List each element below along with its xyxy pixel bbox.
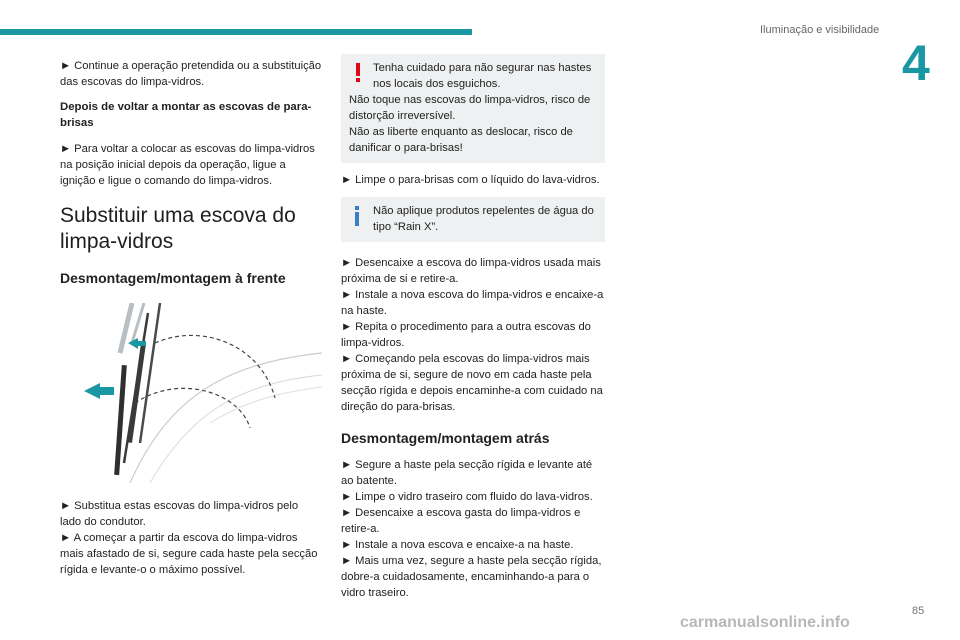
- header-accent-bar: [0, 29, 472, 35]
- paragraph: ► Substitua estas escovas do limpa-vidros pelo lado do condutor.: [60, 500, 299, 528]
- paragraph: ► Para voltar a colocar as escovas do limpa-vidros na posição inicial depois da operação, ligue a ignição e ligue o comando do limpa-vidros.: [60, 143, 315, 187]
- arrow-icon: [84, 383, 114, 399]
- step: ► Limpe o vidro traseiro com fluido do lava-vidros.: [341, 491, 593, 503]
- paragraph: ► Limpe o para-brisas com o líquido do lava-vidros.: [341, 174, 600, 186]
- section-title: Iluminação e visibilidade: [760, 24, 880, 36]
- info-icon: [351, 205, 363, 227]
- watermark: carmanualsonline.info: [680, 614, 850, 631]
- step: ► Começando pela escovas do limpa-vidros mais próxima de si, segure de novo em cada haste pela secção rígida e depois encaminhe-a com cuidado na direção do para-brisas.: [341, 353, 603, 413]
- step: ► Desencaixe a escova gasta do limpa-vidros e retire-a.: [341, 507, 581, 535]
- subsection-heading: Desmontagem/montagem atrás: [341, 430, 550, 446]
- step: ► Instale a nova escova e encaixe-a na haste.: [341, 539, 574, 551]
- step: ► Mais uma vez, segure a haste pela secção rígida, dobre-a cuidadosamente, encaminhando-a para o vidro traseiro.: [341, 555, 602, 599]
- subsection-heading: Desmontagem/montagem à frente: [60, 270, 286, 286]
- info-box: [341, 197, 605, 242]
- warning-line: Não toque nas escovas do limpa-vidros, risco de distorção irreversível.: [349, 94, 591, 122]
- info-text: Não aplique produtos repelentes de água do tipo “Rain X”.: [373, 205, 594, 233]
- warning-icon: [350, 62, 366, 84]
- page-number: 85: [912, 605, 925, 617]
- warning-box: [341, 54, 605, 163]
- warning-line: Não as liberte enquanto as deslocar, risco de danificar o para-brisas!: [349, 126, 573, 154]
- step: ► Instale a nova escova do limpa-vidros e encaixe-a na haste.: [341, 289, 604, 317]
- right-column: [341, 54, 605, 601]
- warning-line: Tenha cuidado para não segurar nas hastes nos locais dos esguichos.: [373, 62, 592, 90]
- paragraph: ► Continue a operação pretendida ou a substituição das escovas do limpa-vidros.: [60, 60, 322, 88]
- wiper-illustration: [60, 303, 322, 483]
- step: ► Segure a haste pela secção rígida e levante até ao batente.: [341, 459, 593, 487]
- step: ► Desencaixe a escova do limpa-vidros usada mais próxima de si e retire-a.: [341, 257, 601, 285]
- subheading: Depois de voltar a montar as escovas de para-brisas: [60, 101, 312, 129]
- paragraph: ► A começar a partir da escova do limpa-vidros mais afastado de si, segure cada haste pela secção rígida e levante-o o máximo possível.: [60, 532, 318, 576]
- chapter-number: 4: [902, 35, 930, 91]
- section-heading: Substituir uma escova do limpa-vidros: [60, 204, 296, 253]
- step: ► Repita o procedimento para a outra escovas do limpa-vidros.: [341, 321, 591, 349]
- left-column: [60, 58, 322, 578]
